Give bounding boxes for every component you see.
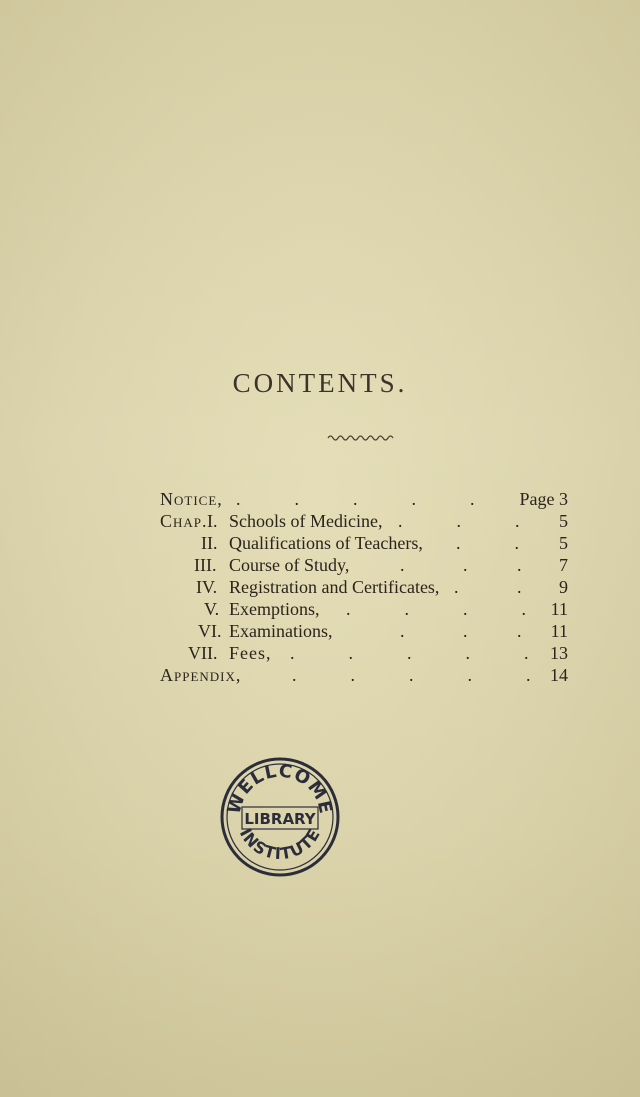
leader-dots: . . . . . — [292, 665, 531, 685]
toc-numeral: IV. — [196, 577, 218, 597]
toc-title: Schools of Medicine, — [229, 511, 383, 531]
leader-dots: . . . — [398, 511, 520, 531]
toc-entry-chapter-7 — [0, 642, 640, 664]
toc-numeral: II. — [201, 533, 218, 553]
svg-text:WELLCOME — [223, 761, 336, 817]
toc-prefix: Appendix, — [160, 665, 242, 685]
toc-entry-appendix — [0, 664, 640, 686]
toc-numeral: V. — [204, 599, 220, 619]
toc-page-number: 7 — [559, 555, 568, 575]
toc-title: Examinations, — [229, 621, 333, 641]
leader-dots: . . . — [400, 621, 522, 641]
toc-numeral: III. — [194, 555, 217, 575]
stamp-middle-text: LIBRARY — [244, 810, 316, 828]
stamp-top-text: WELLCOME — [223, 760, 337, 817]
svg-text:INSTITUTE — [236, 825, 324, 864]
toc-page-number: 14 — [550, 665, 568, 685]
toc-entry-chapter-4 — [0, 576, 640, 598]
page-title: CONTENTS. — [232, 368, 408, 398]
toc-page-number: 11 — [550, 621, 568, 641]
toc-title: Qualifications of Teachers, — [229, 533, 423, 553]
toc-entry-notice — [0, 488, 640, 510]
toc-title: Registration and Certificates, — [229, 577, 440, 597]
toc-numeral: I. — [207, 511, 218, 531]
toc-page-number: 5 — [559, 511, 568, 531]
toc-page-number: Page 3 — [519, 489, 568, 509]
leader-dots: . . — [456, 533, 519, 553]
leader-dots: . . — [454, 577, 522, 597]
toc-page-number: 9 — [559, 577, 568, 597]
toc-title: Exemptions, — [229, 599, 320, 619]
toc-numeral: VII. — [188, 643, 218, 663]
leader-dots: . . . . . — [236, 489, 475, 509]
toc-title: Fees, — [229, 643, 272, 663]
show-through-texture — [150, 90, 162, 137]
toc-page-number: 5 — [559, 533, 568, 553]
toc-entry-chapter-3 — [0, 554, 640, 576]
toc-page-number: 11 — [550, 599, 568, 619]
stamp-bottom-text: INSTITUTE — [235, 824, 325, 864]
leader-dots: . . . . . — [290, 643, 529, 663]
toc-entry-chapter-1 — [0, 510, 640, 532]
toc-entry-chapter-6 — [0, 620, 640, 642]
toc-entry-chapter-5 — [0, 598, 640, 620]
toc-entry-chapter-2 — [0, 532, 640, 554]
toc-numeral: VI. — [198, 621, 222, 641]
toc-page-number: 13 — [550, 643, 568, 663]
toc-title: Course of Study, — [229, 555, 350, 575]
toc-prefix: Chap. — [160, 511, 208, 531]
library-stamp-icon — [218, 755, 342, 879]
leader-dots: . . . . — [346, 599, 526, 619]
toc-prefix: Notice, — [160, 489, 223, 509]
ornamental-rule — [326, 433, 394, 443]
leader-dots: . . . — [400, 555, 522, 575]
